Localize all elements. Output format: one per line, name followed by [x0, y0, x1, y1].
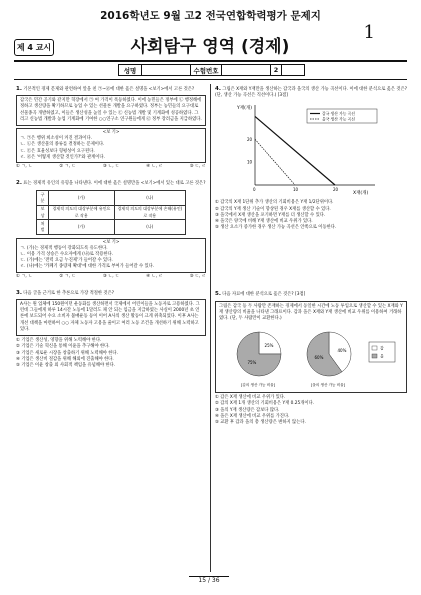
x-tick-label: 20 [333, 187, 339, 193]
question-number: 3. [16, 289, 22, 296]
option-3[interactable]: ③ ㄴ, ㄷ [102, 164, 120, 170]
table-header: (가) [49, 191, 115, 205]
table-cell: (나) [114, 220, 185, 234]
legend-label-a: 갑국 생산 가능 곡선 [322, 111, 355, 117]
x-tick-label: 0 [253, 187, 256, 193]
table-cell: (가) [49, 220, 115, 234]
choice-1[interactable]: ① 갑은 X재 생산에 비교 우위가 있다. [215, 395, 286, 401]
choice-4[interactable]: ④ 을국은 양국에 비해 Y재 생산에 비교 우위가 있다. [215, 219, 313, 225]
choices-list [215, 395, 407, 426]
choice-3[interactable]: ③ 기업은 새로운 시장을 창출하기 위해 노력해야 한다. [16, 350, 118, 356]
choices-list [16, 338, 206, 369]
header-rule [14, 60, 407, 62]
choice-1[interactable]: ① 기업은 생산성, 영향을 위해 노력해야 한다. [16, 338, 102, 344]
option-3[interactable]: ③ ㄴ, ㄷ [102, 273, 120, 279]
choice-5[interactable]: ⑤ 교환 후 갑과 을의 총 생산량은 변하지 않는다. [215, 420, 306, 426]
choice-4[interactable]: ④ 을은 X재 생산에 비교 우위를 가진다. [215, 413, 290, 419]
choice-1[interactable]: ① 갑국의 X재 1단위 추가 생산의 기회비용은 Y재 1/2단위이다. [215, 200, 334, 206]
choice-4[interactable]: ④ 기업은 생산비 절감을 위해 해외에 진출해야 한다. [16, 356, 114, 362]
question-stem: 기본적인 경제 문제와 관련하여 앞을 친 ㉠~㉣에 대한 옳은 설명을 <보기>에서 고른 것은? [23, 87, 195, 92]
box-title: <보 기> [102, 239, 120, 245]
table-cell: 처벌 [37, 220, 49, 234]
box-item: ㄴ. 이용 가격 상승은 수요자에게 (나)로 작용한다. [20, 252, 114, 258]
pie-legend-label-a: 갑 [380, 345, 384, 351]
question-2 [16, 180, 206, 280]
question-4 [215, 86, 407, 231]
question-stem: 표는 경제적 유인의 유형을 나타낸다. 이에 대한 옳은 설명만을 <보기>에서 있는 대로 고른 것은? [23, 181, 206, 187]
question-number: 5. [215, 291, 221, 298]
pie-legend-swatch-a [372, 346, 377, 350]
box-title: <보 기> [102, 130, 120, 136]
exam-title: 2016학년도 9월 고2 전국연합학력평가 문제지 [100, 10, 321, 22]
footer-total: 36 [211, 577, 220, 584]
pie-b-slice-label: 60% [314, 355, 324, 361]
passage-box: 갑국은 민간 공기와 같지만 혁장에서 ㉠ 여 가격이 폭등하였다. 이에 농민들은 정부에 ㉡ 행정해에 정하고 생산량을 확기하므로 농업 수 있는 선물론 개발을 요구하였다. 정부는 농민들의 요구대로 선물종곡 개발하였고, 이들은 생산성을 높일 수 있는 ㉢ 신농법 개발 및 기계화에 성공하였다. 그리고 신농법 개발과 농업 기계화에 기여한 ○○연구소 연구원들에게 ㉣ 정부 장려금을 지급하였다. [16, 95, 206, 126]
id-field[interactable] [222, 65, 271, 75]
passage-box [215, 301, 407, 394]
pie-legend-swatch-b [372, 354, 377, 358]
pie-a-slice-label: 75% [247, 360, 257, 366]
choices-box [16, 238, 206, 273]
question-stem: 다음 글을 근거로 한 추론으로 가장 적절한 것은? [23, 290, 115, 296]
y-tick-label: 10 [247, 160, 253, 166]
box-item: ㄹ. ㉣은 '어떻게 생산할 것인가?'와 관계이다. [20, 154, 105, 160]
question-number: 1. [16, 86, 22, 92]
options-row [16, 274, 206, 280]
options-row [16, 164, 206, 170]
question-1 [16, 86, 206, 170]
box-item: ㄱ. ㉠은 행위 희소성이 커진 결과이다. [20, 136, 92, 142]
page-footer [189, 576, 229, 587]
footer-page: 15 [198, 577, 207, 584]
y-axis-label: Y재(개) [237, 106, 252, 112]
x-tick-label: 10 [293, 187, 299, 193]
right-column [215, 86, 407, 426]
legend-label-b: 을국 생산 가능 곡선 [322, 116, 355, 122]
choice-5[interactable]: ⑤ 생산 요소가 증가한 경우 생산 가능 곡선은 안쪽으로 이동한다. [215, 225, 337, 231]
option-2[interactable]: ② ㄱ, ㄷ [59, 164, 76, 170]
pie-b-slice-label: 40% [337, 347, 347, 353]
option-1[interactable]: ① ㄱ, ㄴ [16, 273, 33, 279]
table-cell: 경제적 의도의 대상부분에 유인으로 작용 [49, 205, 115, 219]
choices-box [16, 128, 206, 163]
pie-chart [219, 324, 403, 390]
table-cell: 보상 [37, 205, 49, 219]
passage-box: A사는 원 업체에 150원이던 운동화를 생산하면서 국제에서 어린이들을 노동자로 고용하였다. 그런데 그들에게 하루 14시간 노동에 1달러도 채 안 되는 임금을 지급하였는 사실이 2000년 초 언론에 보도되어 수요 소비자 불매운동 등이 이어 A사의 생산 활동이 크게 위축되었다. 이후 A사는 개선 대책을 마련하여 ○○ 자체 노동자 고용을 줄이고 여러 노동 조건을 개선하기 위해 노력하고 있다. [16, 299, 206, 336]
pie-a-slice-label: 25% [264, 343, 274, 349]
box-item: ㄴ. ㉡은 생산물의 종류를 결정하는 문제이다. [20, 142, 105, 148]
page-number: 1 [363, 22, 375, 43]
question-stem: 그림은 X재와 Y재만을 생산하는 갑국과 을국의 생산 가능 곡선이다. 이에 대한 분석으로 옳은 것은? (단, 생산 가능 곡선은 직선이다.) [3점] [215, 87, 407, 99]
ppf-chart [235, 101, 385, 199]
choices-list [215, 200, 407, 231]
pie-b-title: [을의 생산 가능 비율] [311, 383, 346, 388]
question-stem: 다음 자료에 대한 분석으로 옳은 것은? [3점] [222, 292, 306, 298]
choice-5[interactable]: ⑤ 기업은 이윤 창출 외 사회적 책임을 유념해야 한다. [16, 362, 116, 368]
blank-field[interactable] [282, 65, 304, 75]
choice-2[interactable]: ② 갑국의 Y재 생산 기술이 향상된 경우 X재를 생산할 수 있다. [215, 206, 331, 212]
footer-separator: / [207, 577, 212, 584]
student-info-row [118, 64, 305, 76]
series-line-gap [255, 117, 335, 186]
question-3 [16, 290, 206, 369]
table-cell: 경제적 의도의 대상부분에 손해(유인)로 작용 [114, 205, 185, 219]
table-header: (나) [114, 191, 185, 205]
x-axis-label: X재(개) [353, 191, 369, 197]
option-4[interactable]: ④ ㄴ, ㄹ [146, 164, 163, 170]
box-item: ㄷ. (가)에는 '전력 요금 누진제'가 들어갈 수 있다. [20, 258, 113, 264]
question-number: 4. [215, 86, 221, 92]
choice-3[interactable]: ③ 을국에서 X재 생산을 포기하면 Y재를 더 생산할 수 있다. [215, 212, 326, 218]
incentive-table [36, 190, 186, 234]
session-badge: 제 4 교시 [14, 39, 54, 56]
pie-a-title: [갑의 생산 가능 비율] [241, 383, 276, 388]
option-2[interactable]: ② ㄱ, ㄷ [59, 273, 76, 279]
id-label: 수험번호 [191, 65, 222, 75]
choice-2[interactable]: ② 기업은 기술 혁신을 통해 이윤을 추구해야 한다. [16, 344, 110, 350]
passage-text: 그림은 갑국 등 두 사람만 존재하는 경제에서 동일한 시간에 노동 투입으로 생산할 수 있는 X재와 Y재 생산량의 비율을 나타낸 그래프이다. 갑과 을은 X재와 Y재 생산에 비교 우위를 이용하여 거래하였다. (단, 두 사람만이 교환한다.) [219, 303, 403, 322]
info-rule [14, 79, 407, 80]
left-column [16, 86, 206, 369]
name-label: 성명 [119, 65, 142, 75]
grade-number: 2 [271, 65, 282, 75]
box-item: ㄷ. ㉢은 효율성보다 형평성이 요구된다. [20, 148, 95, 154]
y-tick-label: 20 [247, 137, 253, 143]
option-5[interactable]: ⑤ ㄷ, ㄹ [189, 164, 206, 170]
column-divider [210, 84, 211, 572]
table-header: 구분 [37, 191, 49, 205]
choice-2[interactable]: ② 갑의 X재 1개 생산의 기회비용은 Y재 0.25개이다. [215, 401, 315, 407]
choice-3[interactable]: ③ 을의 Y재 생산량은 갑보다 많다. [215, 407, 280, 413]
question-5 [215, 291, 407, 426]
option-4[interactable]: ④ ㄴ, ㄹ [146, 273, 163, 279]
pie-legend-label-b: 을 [380, 353, 384, 359]
subject-title: 사회탐구 영역 (경제) [130, 37, 290, 57]
option-1[interactable]: ① ㄱ, ㄴ [16, 164, 33, 170]
box-item: ㄱ. (가)는 경제적 행동이 강화되도록 유도한다. [20, 245, 108, 251]
question-number: 2. [16, 180, 22, 187]
option-5[interactable]: ⑤ ㄷ, ㄹ [189, 273, 206, 279]
box-item: ㄹ. (나)에는 '카페기 종량제 확대'에 대한 가격로 부여가 들어갈 수 있다. [20, 264, 155, 270]
name-field[interactable] [142, 65, 191, 75]
